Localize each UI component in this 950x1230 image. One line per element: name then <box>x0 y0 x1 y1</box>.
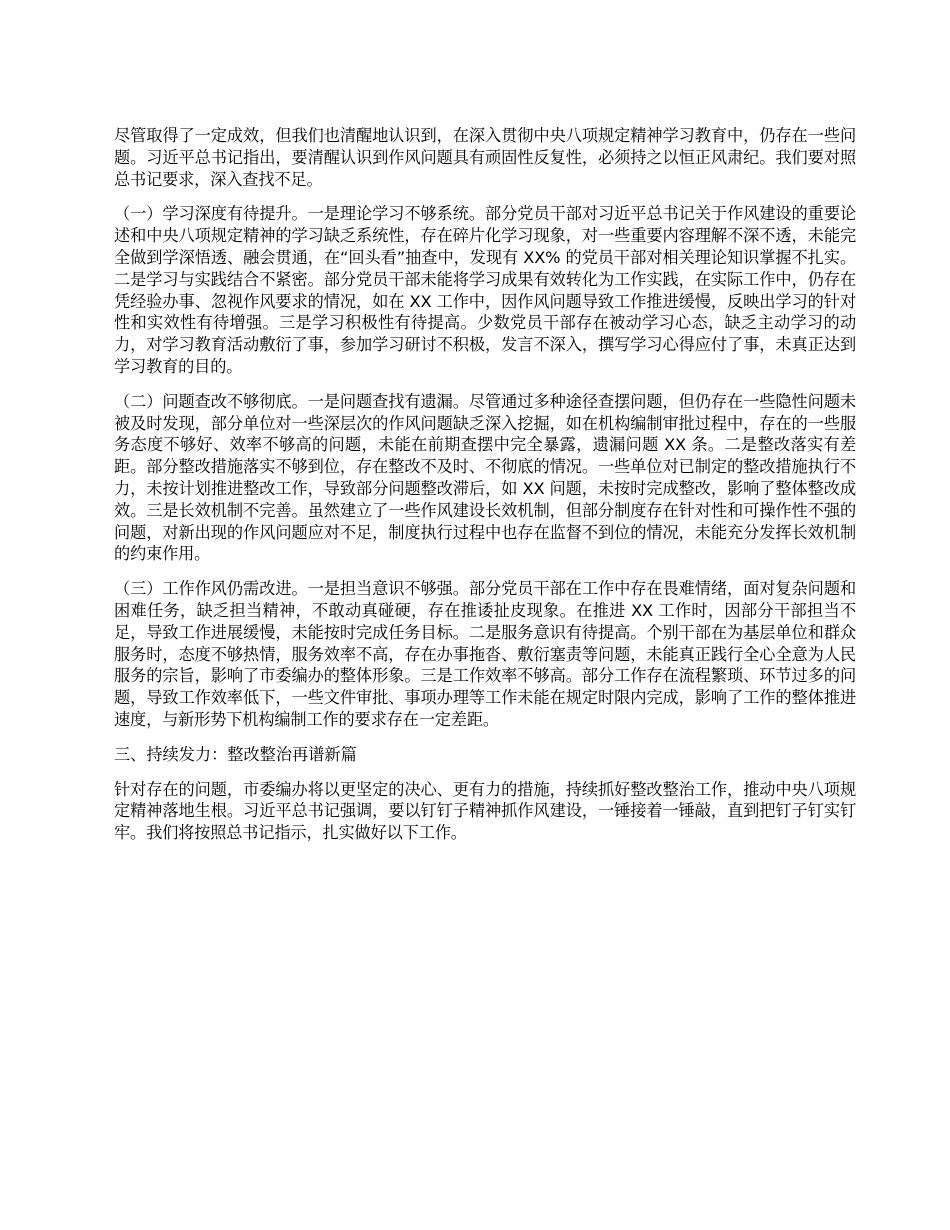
section-2-rectification: （二）问题查改不够彻底。一是问题查找有遗漏。尽管通过多种途径查摆问题，但仍存在一些隐性问题未被及时发现，部分单位对一些深层次的作风问题缺乏深入挖掘，如在机构编制审批过程中，存在的一些服务态度不够好、效率不够高的问题，未能在前期查摆中完全暴露，遗漏问题 XX 条。二是整改落实有差距。部分整改措施落实不够到位，存在整改不及时、不彻底的情况。一些单位对已制定的整改措施执行不力，未按计划推进整改工作，导致部分问题整改滞后，如 XX 问题，未按时完成整改，影响了整体整改成效。三是长效机制不完善。虽然建立了一些作风建设长效机制，但部分制度存在针对性和可操作性不强的问题，对新出现的作风问题应对不足，制度执行过程中也存在监督不到位的情况，未能充分发挥长效机制的约束作用。 <box>114 391 856 564</box>
section-3-work-style: （三）工作作风仍需改进。一是担当意识不够强。部分党员干部在工作中存在畏难情绪，面对复杂问题和困难任务，缺乏担当精神，不敢动真碰硬，存在推诿扯皮现象。在推进 XX 工作时，因部分干部担当不足，导致工作进展缓慢，未能按时完成任务目标。二是服务意识有待提高。个别干部在为基层单位和群众服务时，态度不够热情，服务效率不高，存在办事拖沓、敷衍塞责等问题，未能真正践行全心全意为人民服务的宗旨，影响了市委编办的整体形象。三是工作效率不够高。部分工作存在流程繁琐、环节过多的问题，导致工作效率低下，一些文件审批、事项办理等工作未能在规定时限内完成，影响了工作的整体推进速度，与新形势下机构编制工作的要求存在一定差距。 <box>114 579 856 729</box>
document-page <box>114 125 856 857</box>
closing-paragraph: 针对存在的问题，市委编办将以更坚定的决心、更有力的措施，持续抓好整改整治工作，推动中央八项规定精神落地生根。习近平总书记强调，要以钉钉子精神抓作风建设，一锤接着一锤敲，直到把钉子钉实钉牢。我们将按照总书记指示，扎实做好以下工作。 <box>114 779 856 843</box>
intro-paragraph: 尽管取得了一定成效，但我们也清醒地认识到，在深入贯彻中央八项规定精神学习教育中，仍存在一些问题。习近平总书记指出，要清醒认识到作风问题具有顽固性反复性，必须持之以恒正风肃纪。我们要对照总书记要求，深入查找不足。 <box>114 126 856 189</box>
section-1-study-depth: （一）学习深度有待提升。一是理论学习不够系统。部分党员干部对习近平总书记关于作风建设的重要论述和中央八项规定精神的学习缺乏系统性，存在碎片化学习现象，对一些重要内容理解不深不透，未能完全做到学深悟透、融会贯通，在“回头看”抽查中，发现有 XX% 的党员干部对相关理论知识掌握不扎实。二是学习与实践结合不紧密。部分党员干部未能将学习成果有效转化为工作实践，在实际工作中，仍存在凭经验办事、忽视作风要求的情况，如在 XX 工作中，因作风问题导致工作推进缓慢，反映出学习的针对性和实效性有待增强。三是学习积极性有待提高。少数党员干部存在被动学习心态，缺乏主动学习的动力，对学习教育活动敷衍了事，参加学习研讨不积极，发言不深入，撰写学习心得应付了事，未真正达到学习教育的目的。 <box>114 204 856 376</box>
section-heading: 三、持续发力：整改整治再谱新篇 <box>114 744 357 764</box>
